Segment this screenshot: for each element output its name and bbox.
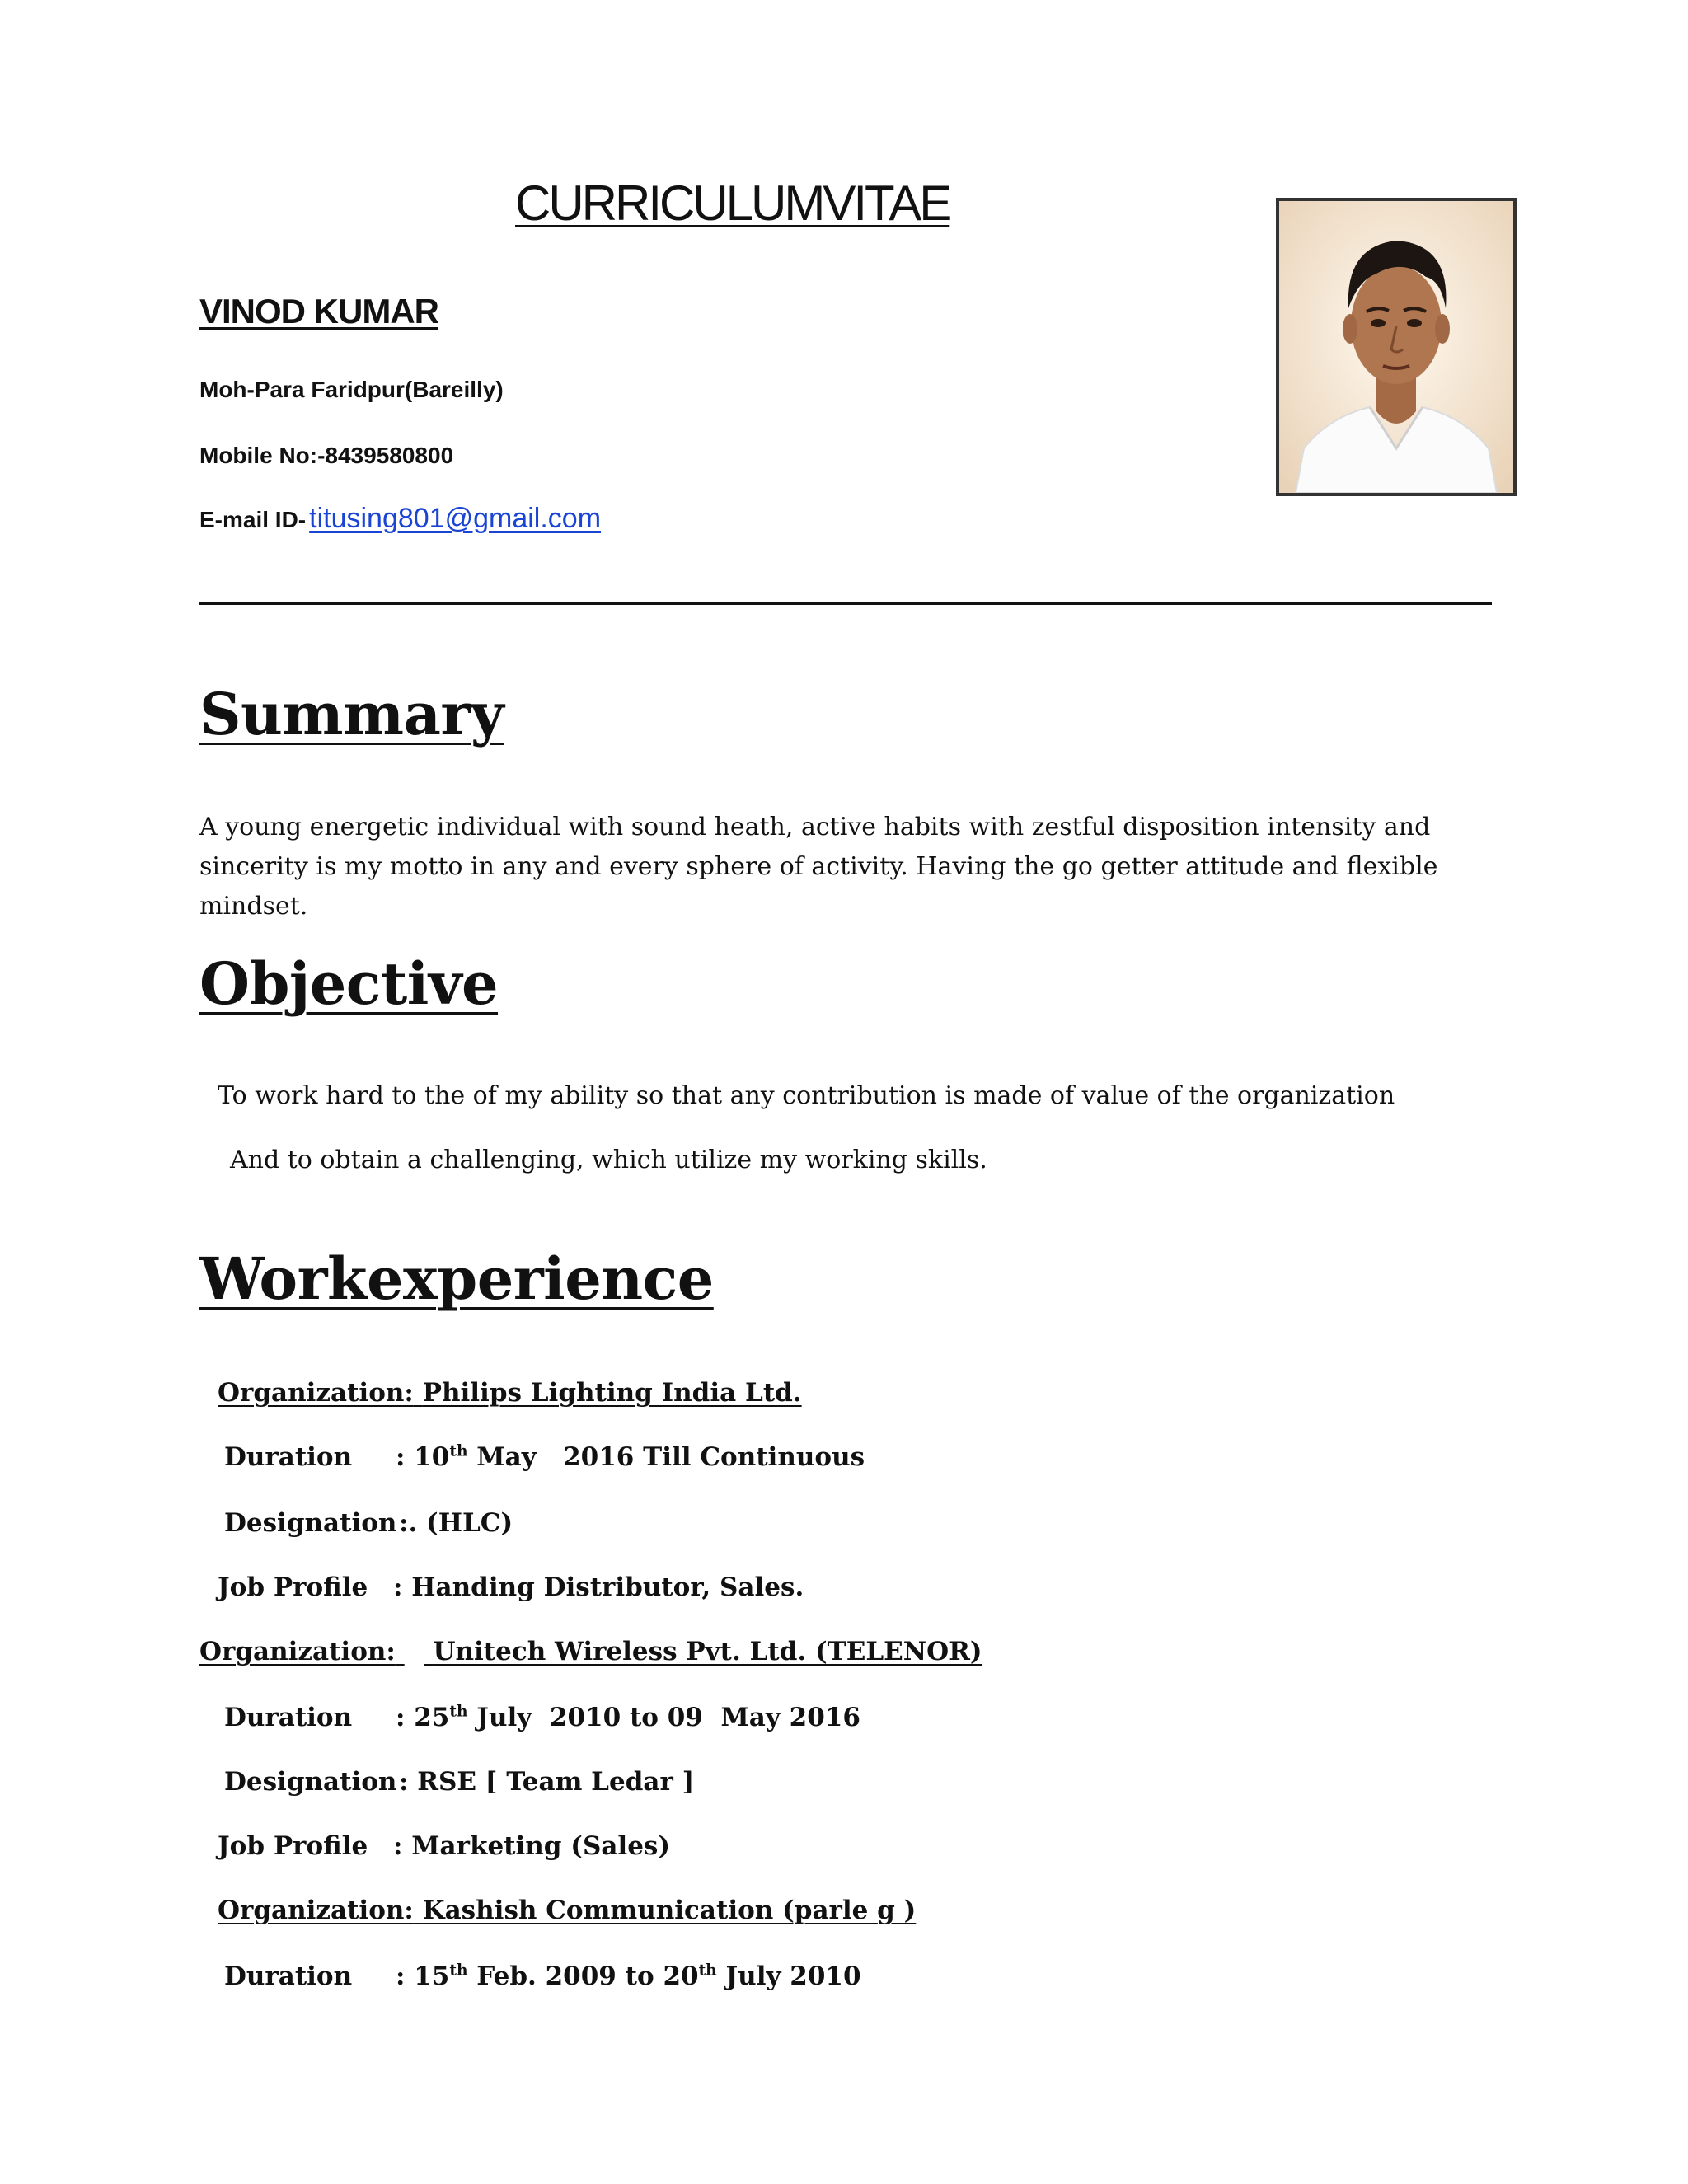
organization-name: Unitech Wireless Pvt. Ltd. (TELENOR) [433, 1637, 982, 1666]
job-1-designation-label: Designation [224, 1508, 397, 1538]
profile-photo [1276, 198, 1517, 496]
organization-label: Organization: [199, 1637, 396, 1666]
job-3-duration-label: Duration [224, 1961, 353, 1991]
email-link[interactable]: titusing801@gmail.com [309, 503, 602, 534]
person-portrait-icon [1279, 201, 1513, 493]
work-experience-heading: Workexperience [199, 1244, 714, 1313]
job-1-designation-value: :. (HLC) [399, 1508, 513, 1538]
job-2-designation-label: Designation [224, 1767, 397, 1797]
job-2-profile-label: Job Profile [218, 1831, 368, 1861]
document-title: CURRICULUMVITAE [515, 176, 950, 231]
address-line: Moh-Para Faridpur(Bareilly) [199, 377, 504, 402]
header-divider [199, 602, 1492, 605]
job-2-designation-value: : RSE [ Team Ledar ] [399, 1767, 695, 1797]
job-2-profile-value: : Marketing (Sales) [393, 1831, 671, 1861]
job-3-duration-value: : 15th Feb. 2009 to 20th July 2010 [396, 1961, 861, 1991]
job-1-duration-label: Duration [224, 1442, 353, 1472]
objective-line-2: And to obtain a challenging, which utilize my working skills. [230, 1146, 987, 1174]
organization-label: Organization: [218, 1378, 414, 1408]
organization-label: Organization: [218, 1896, 414, 1925]
summary-text: A young energetic individual with sound heath, active habits with zestful disposition intensity and sincerity is my motto in any and every sphere of activity. Having the go getter attitude and flexible mindset. [199, 813, 1438, 921]
objective-line-1: To work hard to the of my ability so that any contribution is made of value of the organization [218, 1081, 1395, 1110]
job-1-duration-value: : 10th May 2016 Till Continuous [396, 1442, 865, 1472]
job-1-organization [218, 1378, 802, 1408]
candidate-name: VINOD KUMAR [199, 292, 438, 330]
job-2-duration-value: : 25th July 2010 to 09 May 2016 [396, 1703, 860, 1732]
organization-name: Philips Lighting India Ltd. [422, 1378, 802, 1408]
summary-heading: Summary [199, 680, 504, 748]
job-2-duration-label: Duration [224, 1703, 353, 1732]
job-2-organization [199, 1637, 982, 1666]
mobile-line: Mobile No:-8439580800 [199, 443, 454, 468]
email-line [199, 503, 601, 535]
job-1-profile-label: Job Profile [218, 1572, 368, 1602]
organization-name: Kashish Communication (parle g ) [422, 1896, 917, 1925]
job-3-organization [218, 1896, 916, 1925]
email-label: E-mail ID- [199, 507, 307, 532]
objective-heading: Objective [199, 949, 499, 1018]
job-1-profile-value: : Handing Distributor, Sales. [393, 1572, 804, 1602]
